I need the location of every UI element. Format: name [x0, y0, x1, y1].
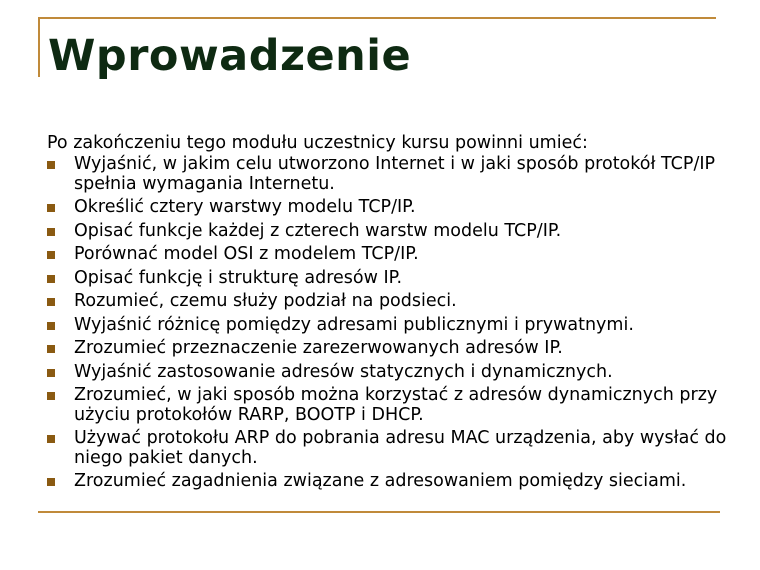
bullet-item [47, 429, 727, 468]
square-bullet-icon [47, 435, 55, 443]
bullet-text: Określić cztery warstwy modelu TCP/IP. [74, 197, 416, 217]
top-rule [38, 17, 716, 19]
bullet-item [47, 339, 727, 359]
square-bullet-icon [47, 322, 55, 330]
bullet-text: Porównać model OSI z modelem TCP/IP. [74, 244, 419, 264]
square-bullet-icon [47, 204, 55, 212]
bullet-item [47, 198, 727, 218]
bullet-item [47, 316, 727, 336]
square-bullet-icon [47, 345, 55, 353]
bullet-text: Zrozumieć, w jaki sposób można korzystać z adresów dynamicznych przy użyciu protokołów RARP, BOOTP i DHCP. [74, 385, 718, 425]
bullet-item [47, 245, 727, 265]
square-bullet-icon [47, 161, 55, 169]
square-bullet-icon [47, 392, 55, 400]
bullet-text: Zrozumieć zagadnienia związane z adresowaniem pomiędzy sieciami. [74, 471, 687, 491]
square-bullet-icon [47, 298, 55, 306]
bullet-text: Wyjaśnić różnicę pomiędzy adresami publicznymi i prywatnymi. [74, 314, 634, 335]
bottom-rule [38, 511, 720, 513]
bullet-text: Rozumieć, czemu służy podział na podsieci. [74, 291, 457, 311]
bullet-text: Używać protokołu ARP do pobrania adresu MAC urządzenia, aby wysłać do niego pakiet danych. [74, 428, 727, 468]
bullet-item [47, 292, 727, 312]
bullet-item [47, 363, 727, 383]
square-bullet-icon [47, 478, 55, 486]
left-rule [38, 17, 40, 77]
slide-content [47, 133, 727, 496]
bullet-item [47, 386, 727, 425]
bullet-text: Wyjaśnić, w jakim celu utworzono Internet i w jaki sposób protokół TCP/IP spełnia wymagania Internetu. [74, 154, 716, 194]
bullet-text: Wyjaśnić zastosowanie adresów statycznych i dynamicznych. [74, 361, 613, 382]
square-bullet-icon [47, 369, 55, 377]
square-bullet-icon [47, 275, 55, 283]
bullet-item [47, 269, 727, 289]
bullet-text: Opisać funkcje każdej z czterech warstw modelu TCP/IP. [74, 220, 562, 241]
bullet-item [47, 472, 727, 492]
square-bullet-icon [47, 251, 55, 259]
bullet-list [47, 155, 727, 492]
bullet-item [47, 155, 727, 194]
bullet-item [47, 222, 727, 242]
bullet-text: Opisać funkcję i strukturę adresów IP. [74, 267, 403, 288]
slide-title: Wprowadzenie [48, 31, 412, 81]
square-bullet-icon [47, 228, 55, 236]
intro-text: Po zakończeniu tego modułu uczestnicy kursu powinni umieć: [47, 133, 588, 153]
bullet-text: Zrozumieć przeznaczenie zarezerwowanych adresów IP. [74, 338, 563, 358]
